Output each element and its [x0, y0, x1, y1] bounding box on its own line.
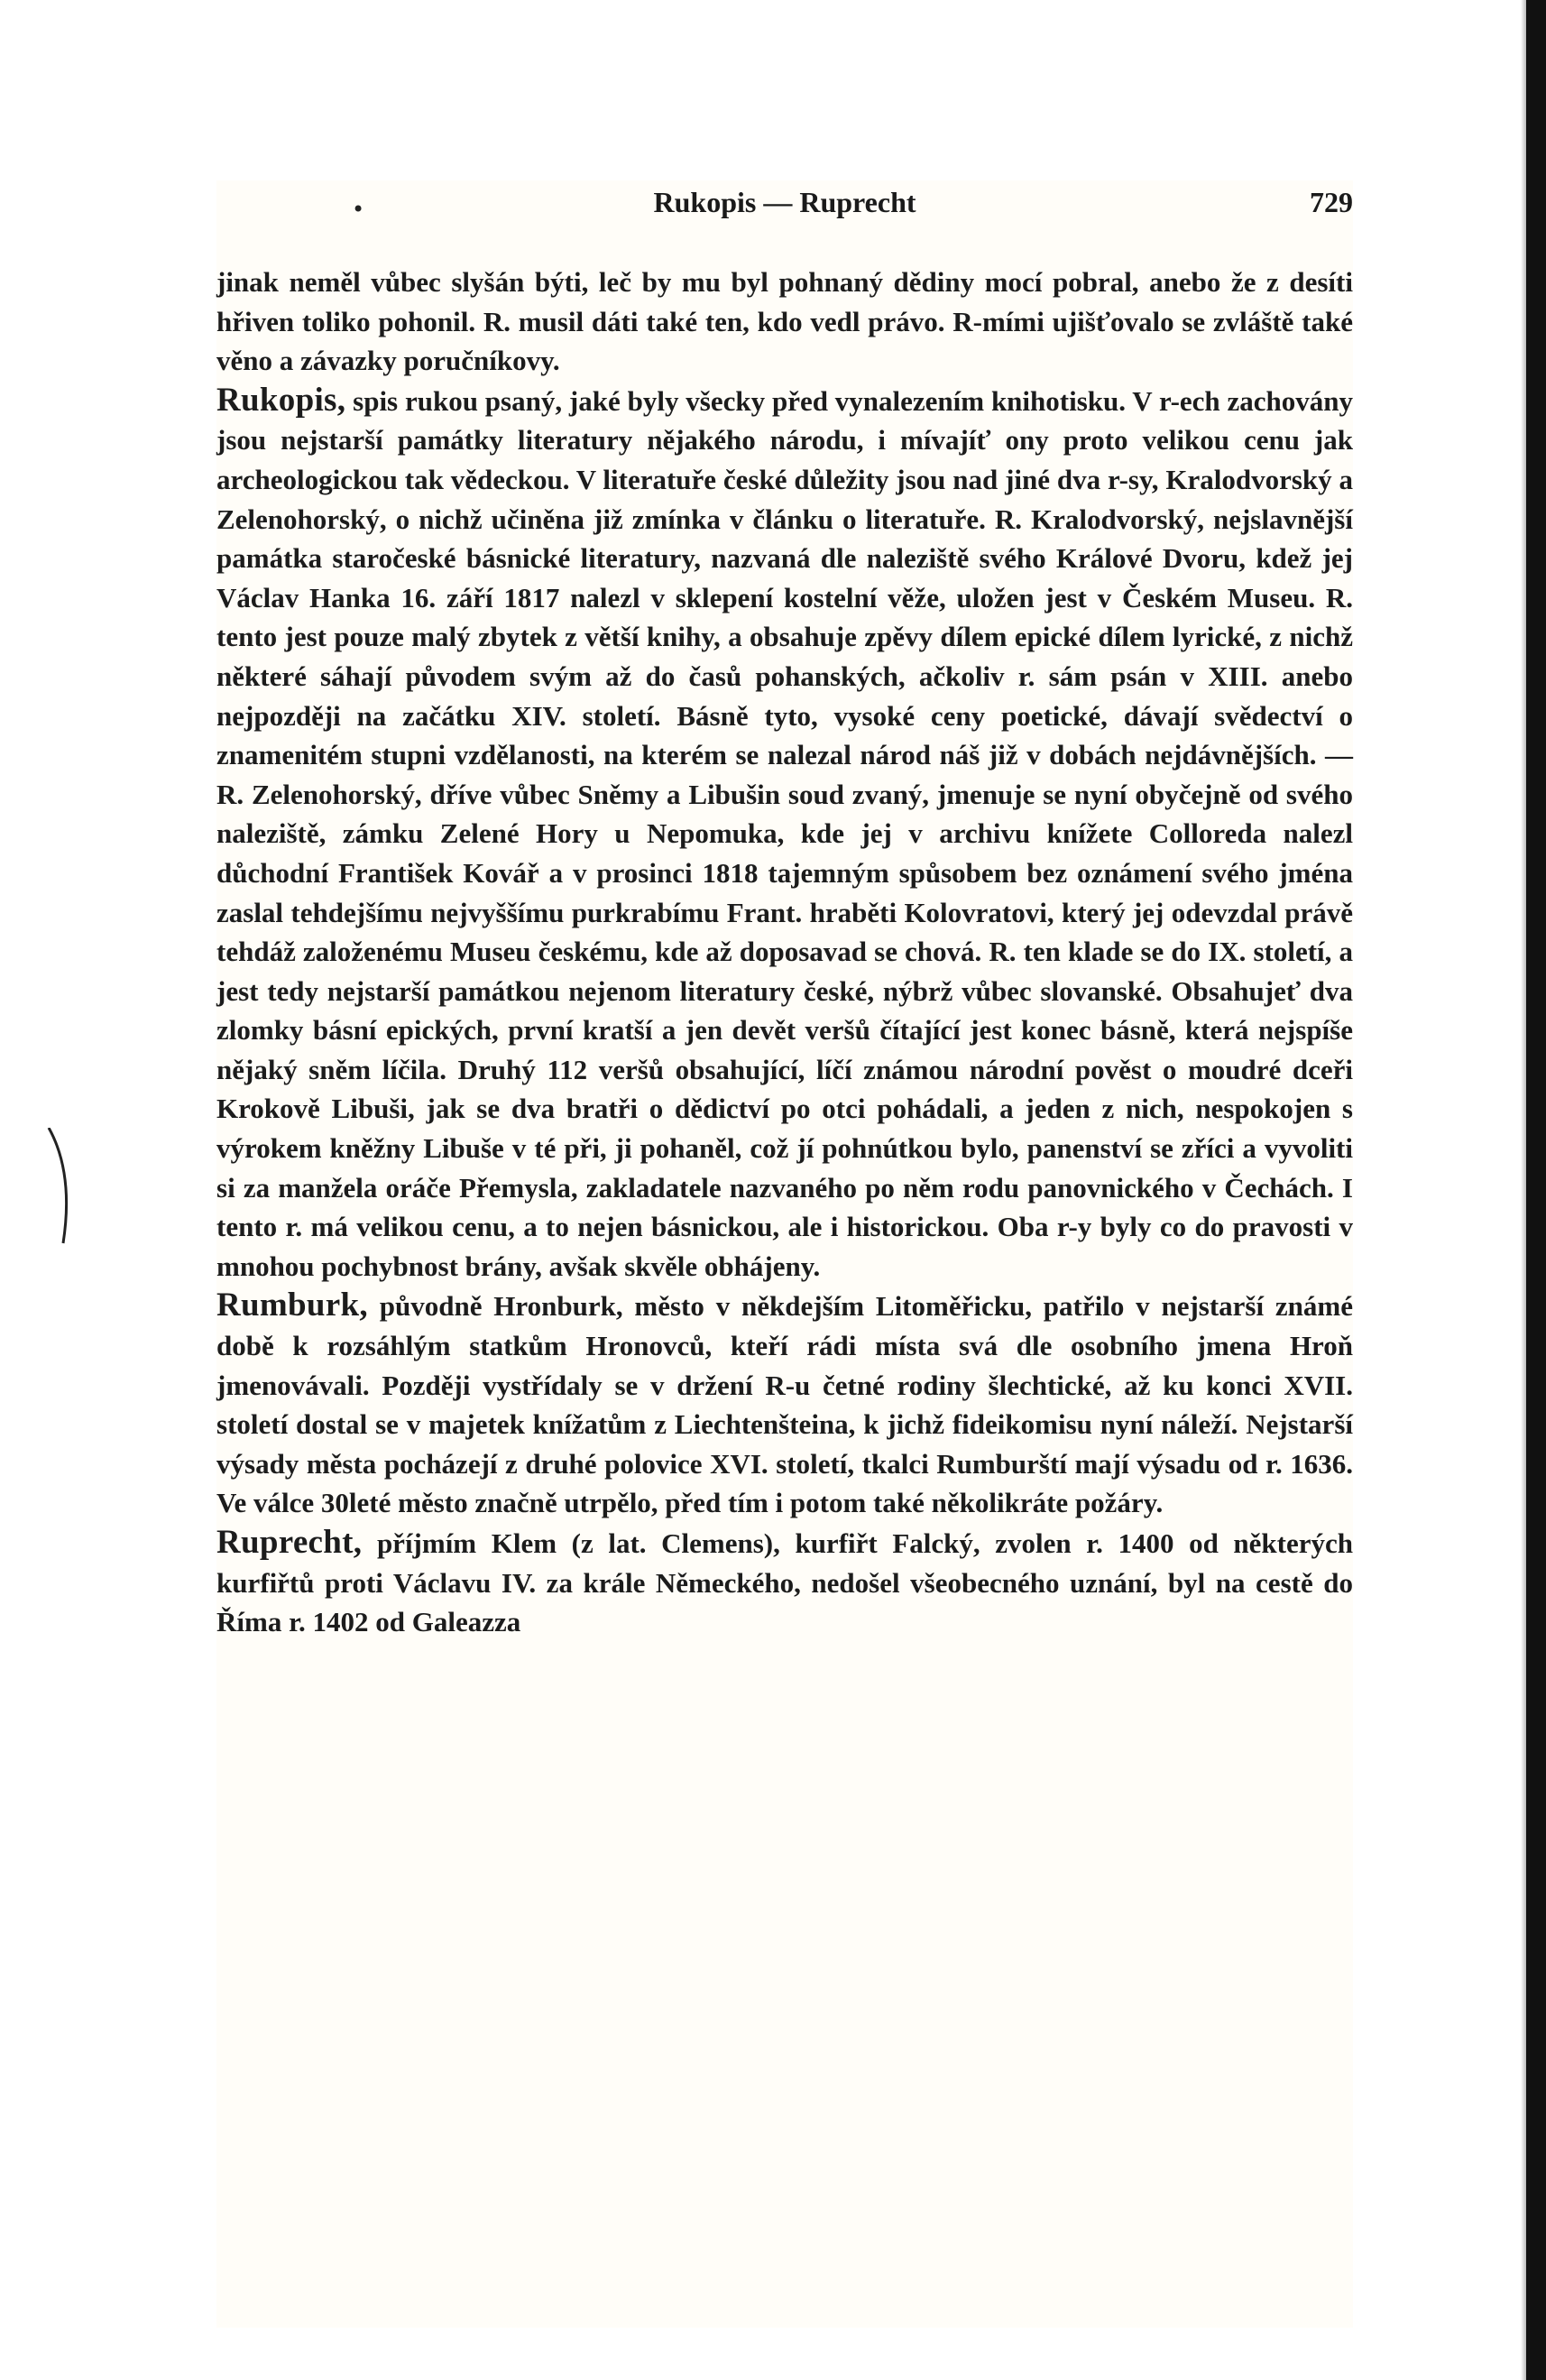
page-number: 729 — [1310, 186, 1353, 218]
page-body — [216, 262, 1353, 1642]
entry-paragraph — [216, 1523, 1353, 1642]
page-header — [216, 186, 1353, 226]
book-page — [216, 180, 1353, 2328]
entry-text: jinak neměl vůbec slyšán býti, leč by mu byl pohnaný dědiny mocí pobral, anebo že z desíti hřiven toliko pohonil. R. musil dáti také ten, kdo vedl právo. R-mími ujišťovalo se zvláště také věno a závazky poručníkovy. — [216, 266, 1353, 377]
entry-text: spis rukou psaný, jaké byly všecky před vynalezením knihotisku. V r-ech zachovány jsou nejstarší památky literatury nějakého národu, i mívajíť ony proto velikou cenu jak archeologickou tak vědeckou. V literatuře české důležity jsou nad jiné dva r-sy, Kralodvorský a Zelenohorský, o nichž učiněna již zmínka v článku o literatuře. R. Kralodvorský, nejslavnější památka staročeské básnické literatury, nazvaná dle naleziště svého Králové Dvoru, kdež jej Václav Hanka 16. září 1817 nalezl v sklepení kostelní věže, uložen jest v Českém Museu. R. tento jest pouze malý zbytek z větší knihy, a obsahuje zpěvy dílem epické dílem lyrické, z nichž některé sáhají původem svým až do časů pohanských, ačkoliv r. sám psán v XIII. anebo nejpozději na začátku XIV. století. Básně tyto, vysoké ceny poetické, dávají svědectví o znamenitém stupni vzdělanosti, na kterém se nalezal národ náš již v dobách nejdávnějších. — R. Zelenohorský, dříve vůbec Sněmy a Libušin soud zvaný, jmenuje se nyní obyčejně od svého naleziště, zámku Zelené Hory u Nepomuka, kde jej v archivu knížete Colloreda nalezl důchodní František Kovář a v prosinci 1818 tajemným spůsobem bez oznámení svého jména zaslal tehdejšímu nejvyššímu purkrabímu Frant. hraběti Kolovratovi, který jej odevzdal právě tehdáž založenému Museu českému, kde až doposavad se chová. R. ten klade se do IX. století, a jest tedy nejstarší památkou nejenom literatury české, nýbrž vůbec slovanské. Obsahujeť dva zlomky básní epických, první kratší a jen devět veršů čítající jest konec básně, která nejspíše nějaký sněm líčila. Druhý 112 veršů obsahující, líčí známou národní pověst o moudré dceři Krokově Libuši, jak se dva bratři o dědictví po otci pohádali, a jeden z nich, nespokojen s výrokem kněžny Libuše v té při, ji pohaněl, což jí pohnútkou bylo, panenství se zříci a vyvoliti si za manžela oráče Přemysla, zakladatele nazvaného po něm rodu panovnického v Čechách. I tento r. má velikou cenu, a to nejen básnickou, ale i historickou. Oba r-y byly co do pravosti v mnohou pochybnost brány, avšak skvěle obhájeny. — [216, 384, 1353, 1282]
running-title: Rukopis — Ruprecht — [653, 186, 916, 218]
entry-text: příjmím Klem (z lat. Clemens), kurfiřt Falcký, zvolen r. 1400 od některých kurfiřtů proti Václavu IV. za krále Německého, nedošel všeobecného uznání, byl na cestě do Říma r. 1402 od Galeazza — [216, 1527, 1353, 1638]
entry-paragraph — [216, 381, 1353, 1287]
entry-headword: Ruprecht, — [216, 1524, 363, 1561]
entry-headword: Rukopis, — [216, 381, 346, 419]
header-dot: • — [352, 197, 365, 222]
scan-edge — [1526, 0, 1546, 2380]
entry-headword: Rumburk, — [216, 1287, 368, 1324]
entry-text: původně Hronburk, město v někdejším Litoměřicku, patřilo v nejstarší známé době k rozsáhlým statkům Hronovců, kteří rádi místa svá dle osobního jmena Hroň jmenovávali. Později vystřídaly se v držení R-u četné rodiny šlechtické, až ku konci XVII. století dostal se v majetek knížatům z Liechtenšteina, k jichž fideikomisu nyní náleží. Nejstarší výsady města pocházejí z druhé polovice XVI. století, tkalci Rumburští mají výsadu od r. 1636. Ve válce 30leté město značně utrpělo, před tím i potom také několikráte požáry. — [216, 1290, 1353, 1519]
entry-paragraph — [216, 262, 1353, 381]
margin-bracket-mark — [43, 1128, 79, 1245]
entry-paragraph — [216, 1286, 1353, 1523]
